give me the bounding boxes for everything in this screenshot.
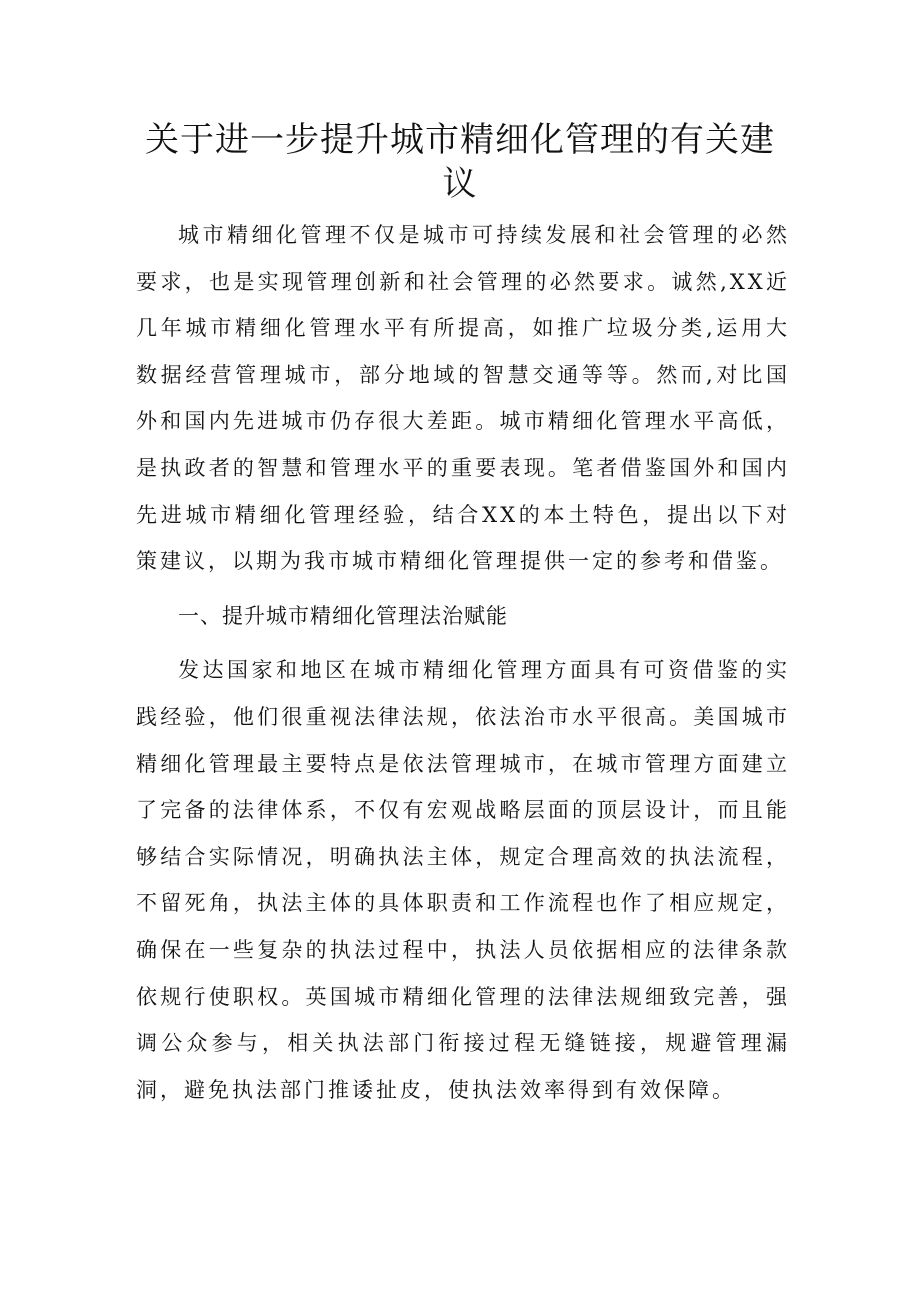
paragraph-spacer — [136, 585, 790, 593]
document-title: 关于进一步提升城市精细化管理的有关建议 — [145, 120, 775, 204]
intro-paragraph: 城市精细化管理不仅是城市可持续发展和社会管理的必然要求，也是实现管理创新和社会管理的必然要求。诚然,XX近几年城市精细化管理水平有所提高，如推广垃圾分类,运用大数据经营管理城市，部分地域的智慧交通等等。然而,对比国外和国内先进城市仍存很大差距。城市精细化管理水平高低，是执政者的智慧和管理水平的重要表现。笔者借鉴国外和国内先进城市精细化管理经验，结合XX的本土特色，提出以下对策建议，以期为我市城市精细化管理提供一定的参考和借鉴。 — [136, 223, 790, 574]
section-heading: 一、提升城市精细化管理法治赋能 — [178, 603, 508, 628]
document-body — [136, 212, 790, 1113]
paragraph-spacer — [136, 639, 790, 647]
section-paragraph: 发达国家和地区在城市精细化管理方面具有可资借鉴的实践经验，他们很重视法律法规，依法治市水平很高。美国城市精细化管理最主要特点是依法管理城市，在城市管理方面建立了完备的法律体系，不仅有宏观战略层面的顶层设计，而且能够结合实际情况，明确执法主体，规定合理高效的执法流程，不留死角，执法主体的具体职责和工作流程也作了相应规定，确保在一些复杂的执法过程中，执法人员依据相应的法律条款依规行使职权。英国城市精细化管理的法律法规细致完善，强调公众参与，相关执法部门衔接过程无缝链接，规避管理漏洞，避免执法部门推诿扯皮，使执法效率得到有效保障。 — [136, 658, 790, 1102]
